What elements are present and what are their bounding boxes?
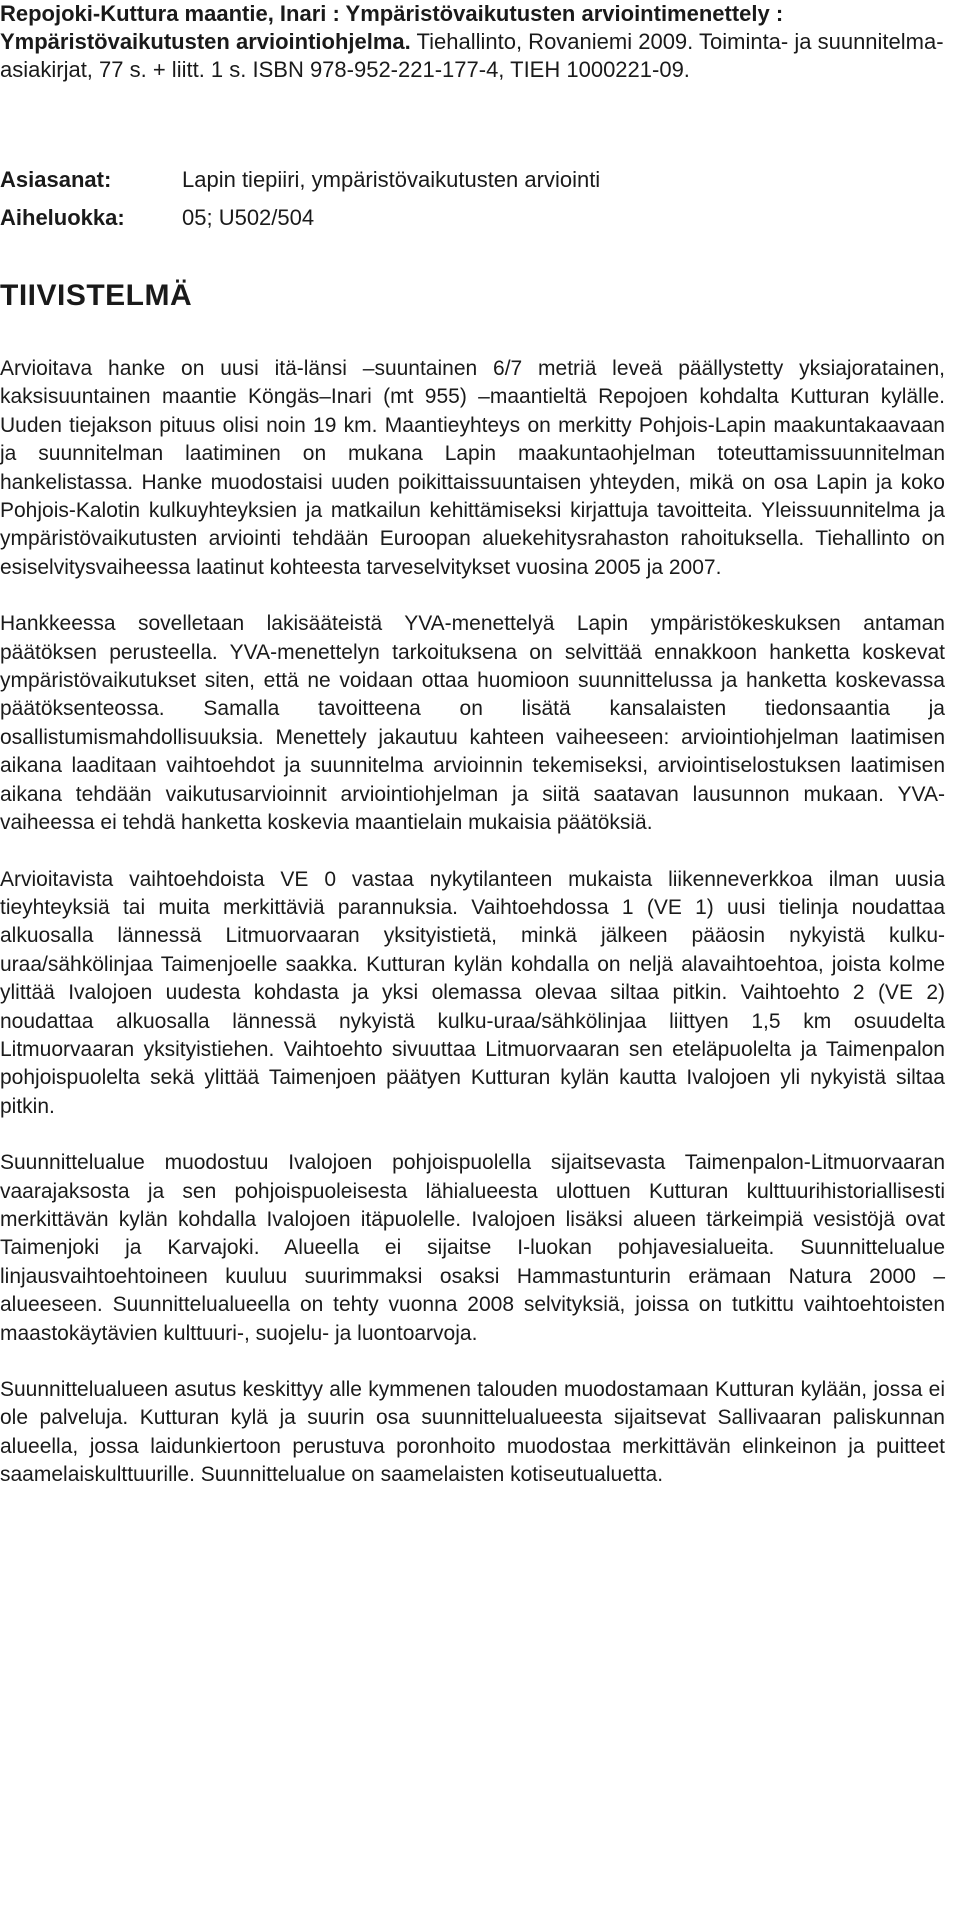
bibliographic-details: Tiehallinto, Rovaniemi 2009. Toiminta- ja suunnitelma-asiakirjat, 77 s. + liitt. 1 s. ISBN 978-952-221-177-4, TIEH 1000221-09. (0, 29, 944, 82)
keywords-value: Lapin tiepiiri, ympäristövaikutusten arviointi (182, 167, 601, 192)
summary-paragraph: Arvioitavista vaihtoehdoista VE 0 vastaa nykytilanteen mukaista liikenneverkkoa ilman uusia tieyhteyksiä tai muita merkittäviä parannuksia. Vaihtoehdossa 1 (VE 1) uusi tielinja noudattaa alkuosalla lännessä Litmuorvaaran yksityistietä, minkä jälkeen pääosin nykyistä kulku-uraa/sähkölinjaa Taimenjoelle saakka. Kutturan kylän kohdalla on neljä alavaihtoehtoa, joista kolme ylittää Ivalojoen uudesta kohdasta ja yksi olemassa olevaa siltaa pitkin. Vaihtoehto 2 (VE 2) noudattaa alkuosalla lännessä nykyistä kulku-uraa/sähkölinjaa liittyen 1,5 km osuudelta Litmuorvaaran yksityistiehen. Vaihtoehto sivuuttaa Litmuorvaaran sen eteläpuolelta ja Taimenpalon pohjoispuolelta sekä ylittää Taimenjoen päätyen Kutturan kylän kautta Ivalojoen yli nykyistä siltaa pitkin. (0, 867, 945, 1118)
summary-paragraph: Suunnittelualue muodostuu Ivalojoen pohjoispuolella sijaitsevasta Taimenpalon-Litmuorvaaran vaarajaksosta ja sen pohjoispuoleisesta lähialueesta ulottuen Kutturan kulttuurihistoriallisesti merkittävän kylän kohdalla Ivalojoen itäpuolelle. Ivalojoen lisäksi alueen tärkeimpiä vesistöjä ovat Taimenjoki ja Karvajoki. Alueella ei sijaitse I-luokan pohjavesialueita. Suunnittelualue linjausvaihtoehtoineen kuuluu suurimmaksi osaksi Hammastunturin erämaan Natura 2000 –alueeseen. Suunnittelualueella on tehty vuonna 2008 selvityksiä, joissa on tutkittu vaihtoehtoisten maastokäytävien kulttuuri-, suojelu- ja luontoarvoja. (0, 1151, 945, 1345)
summary-paragraph: Arvioitava hanke on uusi itä-länsi –suuntainen 6/7 metriä leveä päällystetty yksiajoratainen, kaksisuuntainen maantie Köngäs–Inari (mt 955) –maantieltä Repojoen kohdalta Kutturan kylälle. Uuden tiejakson pituus olisi noin 19 km. Maantieyhteys on merkitty Pohjois-Lapin maakuntakaavaan ja suunnitelman laatiminen on mukana Lapin maakuntaohjelman toteuttamissuunnitelman hankelistassa. Hanke muodostaisi uuden poikittaissuuntaisen yhteyden, mikä on osa Lapin ja koko Pohjois-Kalotin kulkuyhteyksien ja matkailun kehittämiseksi kirjattuja tavoitteita. Yleissuunnitelma ja ympäristövaikutusten arviointi tehdään Euroopan aluekehitysrahaston rahoituksella. Tiehallinto on esiselvitysvaiheessa laatinut kohteesta tarveselvitykset vuosina 2005 ja 2007. (0, 357, 945, 579)
summary-paragraph: Hankkeessa sovelletaan lakisääteistä YVA-menettelyä Lapin ympäristökeskuksen antaman päätöksen perusteella. YVA-menettelyn tarkoituksena on selvittää ennakkoon hanketta koskevat ympäristövaikutukset siten, että ne voidaan ottaa huomioon suunnittelussa ja hanketta koskevassa päätöksenteossa. Samalla tavoitteena on lisätä kansalaisten tiedonsaantia ja osallistumismahdollisuuksia. Menettely jakautuu kahteen vaiheeseen: arviointiohjelman laatimisen aikana laaditaan vaihtoehdot ja suunnitelma arvioinnin tekemiseksi, arviointiselostuksen laatimisen aikana tehdään vaikutusarvioinnit arviointiohjelman ja siitä saatavan lausunnon mukaan. YVA-vaiheessa ei tehdä hanketta koskevia maantielain mukaisia päätöksiä. (0, 612, 945, 835)
bibliographic-info (0, 0, 945, 84)
summary-body (0, 355, 945, 1518)
subject-class-label: Aiheluokka: (0, 205, 125, 230)
metadata-block (0, 161, 945, 237)
summary-heading: TIIVISTELMÄ (0, 279, 193, 312)
summary-paragraph: Suunnittelualueen asutus keskittyy alle kymmenen talouden muodostamaan Kutturan kylään, jossa ei ole palveluja. Kutturan kylä ja suurin osa suunnittelualueesta sijaitsevat Sallivaaran paliskunnan alueella, jossa laidunkiertoon perustuva poronhoito muodostaa merkittävän elinkeinon ja puitteet saamelaiskulttuurille. Suunnittelualue on saamelaisten kotiseutualuetta. (0, 1378, 945, 1487)
subject-class-value: 05; U502/504 (182, 205, 315, 230)
bibliographic-title: Repojoki-Kuttura maantie, Inari : Ympäristövaikutusten arviointimenettely : Ympäristövaikutusten arviointiohjelma. (0, 1, 784, 54)
keywords-label: Asiasanat: (0, 167, 112, 192)
subject-class-row (0, 199, 945, 237)
keywords-row (0, 161, 945, 199)
